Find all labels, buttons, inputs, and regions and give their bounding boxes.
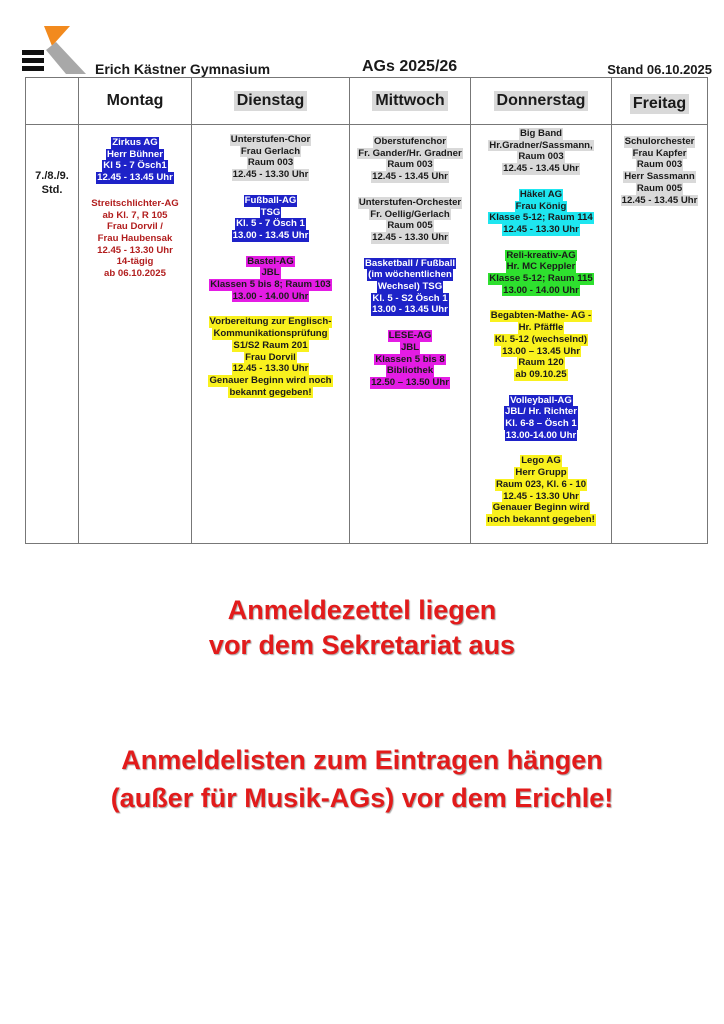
ag-entry-line: Klasse 5-12; Raum 115 [489,273,593,285]
ag-entry-line-row [79,149,191,161]
ag-entry-line-row [471,163,611,175]
ag-entry-line-row [350,220,470,232]
ag-entry-line: Häkel AG [519,188,563,200]
ag-entry-line-row [79,256,191,268]
ag-entry [471,310,611,380]
ag-entry-line: 13.00 - 14.00 Uhr [232,290,309,302]
ag-entry-line-row [471,467,611,479]
ag-entry-line-row [471,346,611,358]
ag-entry-line: Raum 003 [247,157,294,169]
ag-entry-line-row [471,310,611,322]
day-cell-dienstag [192,125,350,544]
ag-entry-line: ab 09.10.25 [515,368,567,380]
ag-entry-line-row [612,183,707,195]
ag-entry-line: Frau Haubensak [97,232,173,244]
ag-entry-line: JBL [400,341,420,353]
notice-line: (außer für Musik-AGs) vor dem Erichle! [110,783,614,813]
ag-entry-line-row [471,357,611,369]
ag-entry-line-row [350,232,470,244]
ag-entry-line-row [612,148,707,160]
ag-entry [471,189,611,236]
ag-entry-line-row [350,197,470,209]
ag-entry-line: S1/S2 Raum 201 [233,339,308,351]
ag-entry-line: Genauer Beginn wird noch [209,374,332,386]
ag-entry-line: 13.00 - 13.45 Uhr [232,229,309,241]
ag-entry-line-row [612,171,707,183]
ag-entry-line-row [471,491,611,503]
ag-entry-line: Basketball / Fußball [364,257,456,269]
slot-line: 7./8./9. [35,170,69,182]
ag-entry-line-row [471,224,611,236]
ag-entry-line-row [612,159,707,171]
ag-entry-line-row [192,291,349,303]
ag-entry-line-row [350,171,470,183]
ag-entry-line-row [192,207,349,219]
ag-entry-line-row [350,342,470,354]
ag-entry-line-row [471,285,611,297]
ag-entry-line-row [471,128,611,140]
ag-entry [350,330,470,389]
day-label: Donnerstag [494,91,589,111]
ag-entry [350,197,470,244]
ag-entry [192,195,349,242]
ag-entry-line: Volleyball-AG [510,394,572,406]
ag-entry-line: Fußball-AG [244,194,297,206]
ag-entry-line: Raum 005 [636,182,683,194]
ag-entry-line: Raum 003 [636,159,683,171]
ag-entry-line: 13.00 - 14.00 Uhr [503,284,579,296]
header-corner [26,78,79,125]
ag-entry-line-row [612,136,707,148]
ag-entry-line: Herr Bühner [107,148,163,160]
header-day-donnerstag [471,78,612,125]
ag-entry [471,455,611,525]
ag-entry-line: Hr. MC Keppler [506,261,576,273]
ag-entry [471,395,611,442]
ag-entry-line: bekannt gegeben! [229,386,312,398]
ag-entry-line-row [471,514,611,526]
ag-entry-line-row [471,212,611,224]
ag-entry-line: Raum 120 [518,357,564,369]
ag-entry-line: Streitschlichter-AG [91,197,179,209]
ag-entry-line: Raum 023, Kl. 6 - 10 [495,478,587,490]
ag-entry-line-row [471,250,611,262]
ag-entry-line: Unterstufen-Chor [230,134,311,145]
ag-entry-line-row [471,201,611,213]
ag-entry-line-row [350,269,470,281]
ag-entry-line-row [350,136,470,148]
ag-entry-line: Zirkus AG [112,137,158,148]
ag-entry [612,136,707,206]
ag-entry-line-row [471,418,611,430]
ag-entry-line: Klassen 5 bis 8; Raum 103 [210,279,331,291]
ag-entry-line-row [192,328,349,340]
ag-entry-line: 12.45 - 13.45 Uhr [621,194,698,206]
ag-entry-line-row [192,279,349,291]
ag-entry-line: Vorbereitung zur Englisch- [209,316,332,328]
ag-entry [350,136,470,183]
day-label: Freitag [630,94,689,114]
document-title: AGs 2025/26 [362,58,458,75]
ag-entry-line: 12.45 - 13.45 Uhr [372,171,448,183]
logo-bars [22,50,44,74]
ag-schedule-table [25,77,708,544]
ag-entry-line: Reli-kreativ-AG [506,249,576,261]
ag-entry-line: Klassen 5 bis 8 [375,353,445,365]
school-name: Erich Kästner Gymnasium [95,61,271,77]
day-cell-montag [79,125,192,544]
ag-entry-line-row [192,340,349,352]
ag-entry-line-row [471,261,611,273]
ag-entry [79,198,191,280]
ag-entry-line: JBL/ Hr. Richter [505,406,577,418]
ag-entry-line: noch bekannt gegeben! [487,513,595,525]
ag-entry-line-row [79,160,191,172]
status-date: Stand 06.10.2025 [607,62,712,77]
ag-entry [192,316,349,398]
ag-entry-line: 12.45 - 13.30 Uhr [372,231,448,243]
ag-entry-line-row [192,352,349,364]
ag-entry-line-row [471,151,611,163]
ag-entry-line: Klasse 5-12; Raum 114 [489,212,593,224]
ag-entry-line: 13.00 – 13.45 Uhr [502,345,580,357]
ag-entry-line: 12.45 - 13.30 Uhr [97,244,173,256]
ag-entry [471,128,611,175]
ag-entry-line: 12.45 - 13.30 Uhr [232,169,309,181]
ag-entry-line: 12.45 - 13.45 Uhr [97,172,173,184]
ag-entry-line: ab 06.10.2025 [104,268,166,280]
ag-entry-line-row [350,281,470,293]
ag-entry-line: Wechsel) TSG [377,281,443,293]
ag-entry-line: 12.45 - 13.30 Uhr [232,363,309,375]
ag-entry-line-row [350,330,470,342]
day-cell-freitag [612,125,708,544]
ag-entry-line: Lego AG [521,455,561,467]
ag-entry-line: Big Band [519,128,563,139]
ag-entry-line-row [471,140,611,152]
ag-entry-line-row [79,198,191,210]
ag-entry-line: ab Kl. 7, R 105 [102,209,168,221]
notice-registration-lists [0,741,724,817]
ag-entry-line-row [79,172,191,184]
ag-entry-line-row [350,304,470,316]
ag-entry-line-row [471,430,611,442]
ag-entry-line-row [612,195,707,207]
ag-entry-line-row [350,354,470,366]
ag-entry-line: Hr. Pfäffle [518,322,564,334]
ag-entry-line-row [79,268,191,280]
ag-entry-line: Kl. 5-12 (wechselnd) [494,333,588,345]
ag-entry-line: 14-tägig [116,256,154,268]
ag-entry [192,134,349,181]
ag-entry-line-row [79,221,191,233]
ag-entry-line-row [192,267,349,279]
ag-entry-line-row [350,209,470,221]
ag-entry-line-row [79,245,191,257]
ag-entry [79,137,191,184]
ag-entry-line: 12.45 - 13.30 Uhr [503,490,579,502]
ag-entry-line: LESE-AG [388,330,432,342]
ag-entry-line: Frau Gerlach [240,145,301,157]
ag-entry-line: Frau König [515,200,567,212]
ag-entry-line: 12.45 - 13.45 Uhr [503,163,579,175]
ag-entry-line-row [350,377,470,389]
ag-entry-line: 13.00 - 13.45 Uhr [372,304,448,316]
ag-entry-line-row [350,365,470,377]
ag-entry-line-row [192,316,349,328]
ag-entry-line: Genauer Beginn wird [492,502,590,514]
day-cell-donnerstag [471,125,612,544]
ag-entry-line-row [192,218,349,230]
ag-entry-line-row [471,395,611,407]
ag-entry-line-row [471,334,611,346]
ag-entry-line: (im wöchentlichen [368,269,452,281]
ag-entry-line: Bibliothek [386,365,434,377]
ag-entry-line: Raum 003 [518,151,564,163]
table-row-slot [26,125,708,544]
ag-entry-line: Fr. Gander/Hr. Gradner [358,147,462,159]
ag-entry-line: JBL [261,267,280,279]
time-slot-cell [26,125,79,544]
ag-entry-line-row [192,363,349,375]
day-label: Dienstag [234,91,308,111]
notice-registration-slips [0,593,724,663]
notice-line: Anmeldelisten zum Eintragen hängen [121,745,603,775]
ag-entry-line-row [350,159,470,171]
ag-entry-line: Fr. Oellig/Gerlach [370,208,450,220]
ag-entry-line-row [471,322,611,334]
ag-entry-line: Frau Dorvil / [107,221,163,233]
day-label: Montag [106,92,164,109]
day-cell-mittwoch [350,125,471,544]
ag-entry-line-row [471,406,611,418]
ag-entry-line: Kl. 6-8 – Ösch 1 [505,418,577,430]
ag-entry-line-row [192,134,349,146]
ag-entry [192,256,349,303]
ag-entry-line: Herr Grupp [515,467,567,479]
ag-entry-line-row [350,258,470,270]
ag-entry-line-row [192,169,349,181]
ag-entry-line: Schulorchester [624,136,695,147]
ag-entry-line: Begabten-Mathe- AG - [490,310,592,322]
ag-entry-line: Kl 5 - 7 Ösch1 [103,160,167,172]
ag-entry-line: Raum 003 [387,159,433,171]
ag-entry [471,250,611,297]
ag-entry-line: Frau Kapfer [632,147,687,159]
ag-entry-line: Oberstufenchor [374,136,446,147]
header-day-montag [79,78,192,125]
ag-entry-line: Kommunikationsprüfung [213,328,328,340]
notice-line: Anmeldezettel liegen [227,595,497,625]
ag-entry-line-row [192,256,349,268]
ag-entry-line-row [192,387,349,399]
ag-entry-line-row [471,273,611,285]
day-label: Mittwoch [372,91,447,111]
ag-entry-line-row [192,230,349,242]
ag-entry-line: Bastel-AG [247,255,294,267]
table-header-row [26,78,708,125]
ag-entry-line: Herr Sassmann [624,171,695,183]
ag-entry-line: Frau Dorvil [245,351,296,363]
ag-entry-line-row [192,157,349,169]
ag-entry-line: Unterstufen-Orchester [358,196,462,208]
ag-entry-line-row [471,502,611,514]
ag-entry-line: Hr.Gradner/Sassmann, [489,139,593,151]
header-day-dienstag [192,78,350,125]
slot-line: Std. [41,184,63,197]
ag-entry-line-row [471,189,611,201]
header-day-freitag [612,78,708,125]
ag-entry-line: Kl. 5 - 7 Ösch 1 [236,218,305,230]
ag-entry-line: Raum 005 [387,220,433,232]
ag-entry-line-row [192,375,349,387]
ag-entry-line-row [192,146,349,158]
ag-entry-line: 12.50 – 13.50 Uhr [371,376,449,388]
school-logo [22,24,88,76]
header-day-mittwoch [350,78,471,125]
ag-entry-line-row [471,455,611,467]
ag-entry-line-row [350,293,470,305]
ag-entry-line: TSG [260,206,281,218]
ag-entry-line-row [192,195,349,207]
ag-entry-line-row [79,233,191,245]
ag-entry-line-row [471,369,611,381]
ag-entry-line-row [350,148,470,160]
ag-entry-line-row [79,210,191,222]
ag-entry-line-row [471,479,611,491]
ag-entry-line: Kl. 5 - S2 Ösch 1 [372,292,448,304]
ag-entry-line-row [79,137,191,149]
notice-line: vor dem Sekretariat aus [208,630,516,660]
ag-entry-line: 12.45 - 13.30 Uhr [503,223,579,235]
ag-entry-line: 13.00-14.00 Uhr [505,429,577,441]
ag-entry [350,258,470,317]
